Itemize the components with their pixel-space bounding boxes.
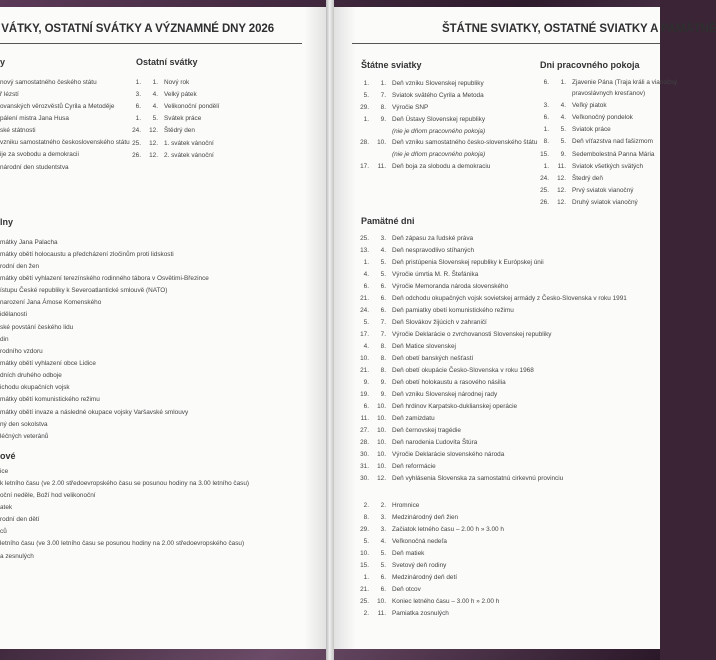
list-item: vzniku samostatného československého státu xyxy=(0,139,130,147)
list-item: pálení mistra Jana Husa xyxy=(0,114,69,122)
list-item: 4. 8. Deň Matice slovenskej xyxy=(363,342,456,350)
list-item: mátky obětí invaze a následné okupace vojsky Varšavské smlouvy xyxy=(0,408,189,416)
list-item: 30. 12. Deň vyhlásenia Slovenska za samostatnú cirkevnú provinciu xyxy=(360,475,564,483)
list-item: ské státnosti xyxy=(0,127,36,135)
list-item: 28. 10. Deň vzniku samostatného česko-slovenského štátu xyxy=(360,139,538,147)
list-item: léčných veteránů xyxy=(0,432,49,440)
list-item: 10. 5. Deň matiek xyxy=(360,549,425,557)
right-state-holidays-list xyxy=(354,77,537,172)
list-item: 1. 6. Medzinárodný deň detí xyxy=(363,573,458,581)
list-item: 1. 5. Sviatok práce xyxy=(543,126,611,134)
list-item: letního času (ve 3.00 letního času se posunou hodiny na 2.00 středoevropského času) xyxy=(0,540,245,548)
list-item: 15. 5. Svetový deň rodiny xyxy=(360,561,447,569)
list-item-note: (nie je dňom pracovného pokoja) xyxy=(392,127,486,135)
list-item: 17. 11. Deň boja za slobodu a demokraciu xyxy=(360,162,491,170)
list-item: 15. 9. Sedembolestná Panna Mária xyxy=(540,150,655,158)
list-item: 27. 10. Deň černovskej tragédie xyxy=(360,427,461,435)
list-item: 21. 6. Deň otcov xyxy=(360,585,421,593)
list-item: ný den sokolstva xyxy=(0,420,48,428)
list-item: 13. 4. Deň nespravodlivo stíhaných xyxy=(360,246,475,254)
list-item: 8. 5. Deň víťazstva nad fašizmom xyxy=(543,138,653,146)
list-item: idělanosti xyxy=(0,311,28,319)
list-item: 29. 8. Výročie SNP xyxy=(360,103,429,111)
right-memorial-heading: Pamätné dni xyxy=(361,216,415,226)
right-other-days-list xyxy=(354,499,504,619)
list-item: 28. 10. Deň narodenia Ľudovíta Štúra xyxy=(360,439,478,447)
list-item: 6. 6. Výročie Memoranda národa slovenského xyxy=(363,282,509,290)
list-item: 5. 7. Deň Slovákov žijúcich v zahraničí xyxy=(363,318,487,326)
list-item: 24. 12. Štedrý deň xyxy=(540,174,603,182)
list-item: 1. 11. Sviatok všetkých svätých xyxy=(543,162,644,170)
right-rest-days-heading: Dni pracovného pokoja xyxy=(540,60,640,70)
list-item: 3. 4. Veľký piatok xyxy=(543,101,607,109)
list-item: 6. 10. Deň hrdinov Karpatsko-duklianskej operácie xyxy=(363,403,518,411)
list-item: ije za svobodu a demokracii xyxy=(0,151,79,159)
left-state-holidays-heading: y xyxy=(0,57,6,67)
list-item: 25. 10. Koniec letného času – 3.00 h » 2.00 h xyxy=(360,597,500,605)
right-page-title: ŠTÁTNE SVIATKY, OSTATNÉ SVIATKY A PAMÄTNÉ xyxy=(442,23,716,35)
list-item-note: (nie je dňom pracovného pokoja) xyxy=(392,150,486,158)
list-item: 5. 7. Sviatok svätého Cyrila a Metoda xyxy=(363,91,484,99)
list-item: ř lézstí xyxy=(0,90,19,98)
list-item: ovanských věrozvěstů Cyrila a Metoděje xyxy=(0,102,115,110)
list-item: 6. 4. Veľkonočný pondelok xyxy=(543,113,633,121)
right-rest-days-list xyxy=(534,76,677,209)
list-item: 24. 12. Štědrý den xyxy=(132,127,195,135)
list-item: ců xyxy=(0,528,7,536)
list-item: 3. 4. Velký pátek xyxy=(135,90,197,98)
list-item: atek xyxy=(0,503,13,511)
list-item: 4. 5. Výročie úmrtia M. R. Štefánika xyxy=(363,270,479,278)
list-item: 31. 10. Deň reformácie xyxy=(360,463,436,471)
list-item: 24. 6. Deň pamiatky obetí komunistického režimu xyxy=(360,306,514,314)
list-item: 1. 5. Deň pristúpenia Slovenskej republiky k Európskej únii xyxy=(363,258,544,266)
list-item: 5. 4. Veľkonočná nedeľa xyxy=(363,537,447,545)
list-item: mátky obětí vyhlazení obce Lidice xyxy=(0,359,96,367)
list-item: 11. 10. Deň zamizdatu xyxy=(360,415,435,423)
page-gutter-shadow xyxy=(304,7,326,649)
list-item: ice xyxy=(0,467,9,475)
left-page-title: VÁTKY, OSTATNÍ SVÁTKY A VÝZNAMNÉ DNY 2026 xyxy=(1,23,274,35)
title-divider xyxy=(352,43,660,44)
list-item: a zesnulých xyxy=(0,552,34,560)
list-item: 19. 9. Deň vzniku Slovenskej národnej rady xyxy=(360,391,498,399)
left-other-days-heading: ové xyxy=(0,451,16,461)
list-item: 25. 12. 1. svátek vánoční xyxy=(132,139,214,147)
list-item: 6. 1. Zjavenie Pána (Traja králi a vianočný xyxy=(543,78,677,86)
list-item: 25. 3. Deň zápasu za ľudské práva xyxy=(360,234,474,242)
list-item: narození Jana Ámose Komenského xyxy=(0,299,102,307)
title-divider xyxy=(0,43,302,44)
list-item: 1. 1. Nový rok xyxy=(135,78,190,86)
list-item: 1. 9. Deň Ústavy Slovenskej republiky xyxy=(363,116,486,124)
list-item: 10. 8. Deň obetí banských nešťastí xyxy=(360,354,474,362)
list-item: k letního času (ve 2.00 středoevropského času se posunou hodiny na 3.00 letního času) xyxy=(0,479,250,487)
list-item: 21. 8. Deň obetí okupácie Česko-Slovenska v roku 1968 xyxy=(360,367,534,375)
list-item: 8. 3. Medzinárodný deň žien xyxy=(363,513,459,521)
list-item: mátky Jana Palacha xyxy=(0,238,58,246)
list-item: mátky obětí vyhlazení terezínského rodinného tábora v Osvětimi-Březince xyxy=(0,274,209,282)
list-item: rodní den žen xyxy=(0,262,40,270)
list-item: 26. 12. 2. svátek vánoční xyxy=(132,151,214,159)
left-state-holidays-list xyxy=(0,76,130,173)
book-spine xyxy=(326,0,334,660)
page-gutter-shadow xyxy=(334,7,356,649)
list-item: mátky obětí komunistického režimu xyxy=(0,396,100,404)
left-memorial-list xyxy=(0,236,209,442)
list-item: 6. 4. Velikonoční pondělí xyxy=(135,102,220,110)
list-item: dních druhého odboje xyxy=(0,372,62,380)
list-item: 17. 7. Výročie Deklarácie o zvrchovanosti Slovenskej republiky xyxy=(360,330,552,338)
list-item: ské povstání českého lidu xyxy=(0,323,74,331)
list-item: 2. 2. Hromnice xyxy=(363,501,420,509)
list-item: ístupu České republiky k Severoatlantické smlouvě (NATO) xyxy=(0,287,168,295)
left-page xyxy=(0,7,326,649)
list-item: 21. 6. Deň odchodu okupačných vojsk sovietskej armády z Česko-Slovenska v roku 1991 xyxy=(360,294,627,302)
list-item: národní den studentstva xyxy=(0,163,69,171)
right-page xyxy=(334,7,716,649)
list-item: nový samostatného českého státu xyxy=(0,78,97,86)
list-item: ichodu okupačních vojsk xyxy=(0,384,70,392)
list-item: oční neděle, Boží hod velikonoční xyxy=(0,491,96,499)
left-other-holidays-heading: Ostatní svátky xyxy=(136,57,198,67)
list-item: 1. 1. Deň vzniku Slovenskej republiky xyxy=(363,79,484,87)
list-item: 30. 10. Výročie Deklarácie slovenského národa xyxy=(360,451,505,459)
list-item: 29. 3. Začiatok letného času – 2.00 h » 3.00 h xyxy=(360,525,504,533)
list-item: 1. 5. Svátek práce xyxy=(135,115,202,123)
list-item: din xyxy=(0,335,9,343)
list-item: 25. 12. Prvý sviatok vianočný xyxy=(540,187,634,195)
list-item: mátky obětí holocaustu a předcházení zločinům proti lidskosti xyxy=(0,250,174,258)
left-memorial-heading: lny xyxy=(0,217,14,227)
right-memorial-list xyxy=(354,232,627,485)
list-item: 9. 9. Deň obetí holokaustu a rasového násilia xyxy=(363,379,506,387)
left-other-holidays-list xyxy=(126,76,219,161)
right-state-holidays-heading: Štátne sviatky xyxy=(361,60,422,70)
left-other-days-list xyxy=(0,465,249,562)
list-item: 26. 12. Druhý sviatok vianočný xyxy=(540,199,638,207)
list-item: rodního vzdoru xyxy=(0,347,43,355)
list-item: rodní den dětí xyxy=(0,516,40,524)
list-item: 2. 11. Pamiatka zosnulých xyxy=(363,609,449,617)
list-item-continuation: pravoslávnych kresťanov) xyxy=(572,90,646,98)
